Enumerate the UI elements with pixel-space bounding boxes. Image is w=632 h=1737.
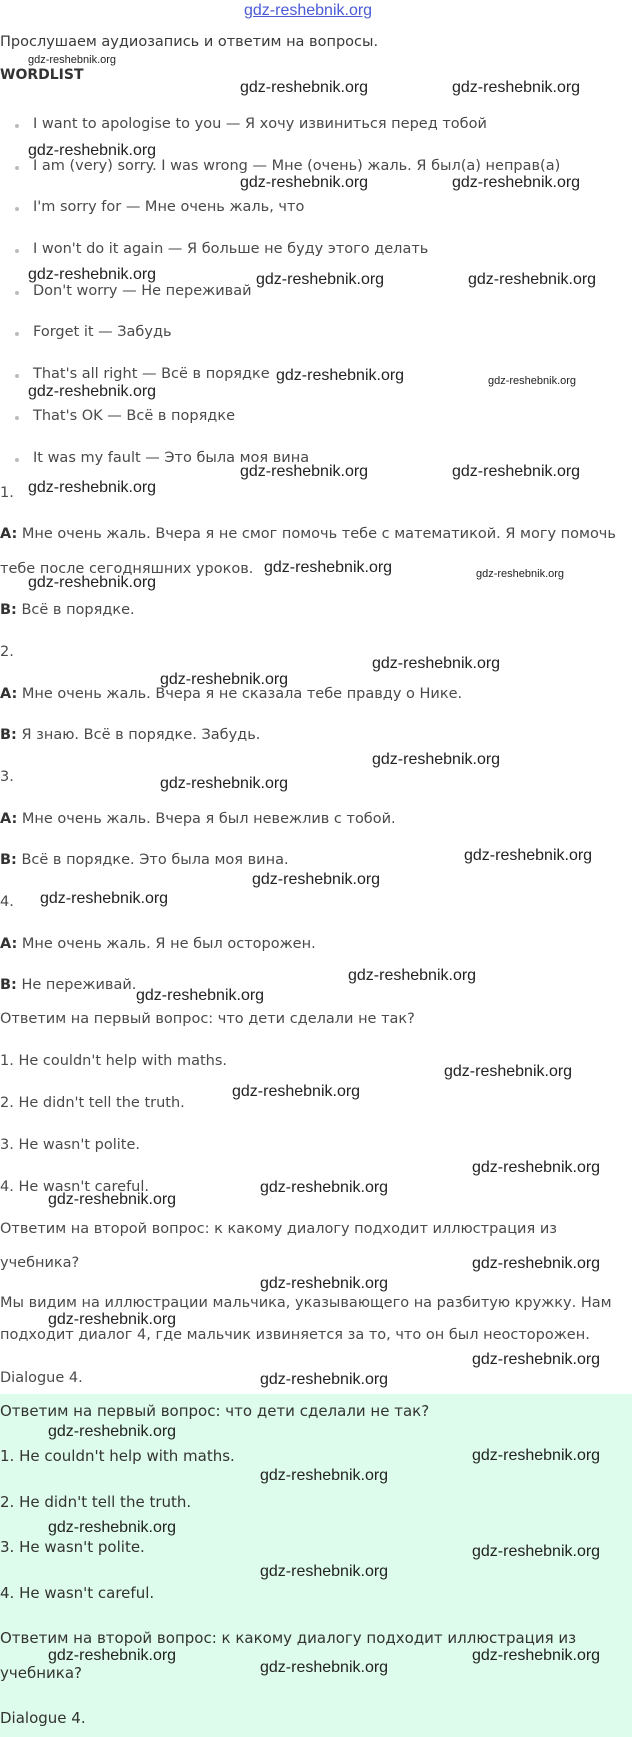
intro-text: Прослушаем аудиозапись и ответим на вопросы. xyxy=(0,34,379,50)
speaker-label: B: xyxy=(0,852,17,868)
wordlist-title: WORDLIST xyxy=(0,67,84,83)
summary-answer: 1. He couldn't help with maths. xyxy=(0,1447,235,1465)
wordlist-item: I won't do it again — Я больше не буду этого делать xyxy=(33,241,429,257)
wordlist-item: That's all right — Всё в порядке xyxy=(33,366,270,382)
watermark: gdz-reshebnik.org xyxy=(48,1191,177,1208)
watermark: gdz-reshebnik.org xyxy=(260,1371,389,1388)
wordlist-item: Forget it — Забудь xyxy=(33,324,172,340)
watermark: gdz-reshebnik.org xyxy=(40,890,169,907)
watermark: gdz-reshebnik.org xyxy=(260,1467,389,1484)
watermark: gdz-reshebnik.org xyxy=(48,1423,177,1440)
dialogue-text: Мне очень жаль. Я не был осторожен. xyxy=(21,936,316,952)
answer-item: 2. He didn't tell the truth. xyxy=(0,1095,185,1111)
watermark: gdz-reshebnik.org xyxy=(452,79,581,96)
wordlist-item: I want to apologise to you — Я хочу извиниться перед тобой xyxy=(33,116,487,132)
bullet-icon xyxy=(15,249,19,253)
watermark: gdz-reshebnik.org xyxy=(444,1063,573,1080)
answer-item: 1. He couldn't help with maths. xyxy=(0,1053,227,1069)
wordlist-item: That's OK — Всё в порядке xyxy=(33,408,235,424)
site-link[interactable]: gdz-reshebnik.org xyxy=(244,2,373,19)
watermark: gdz-reshebnik.org xyxy=(28,54,117,66)
watermark: gdz-reshebnik.org xyxy=(256,271,385,288)
speaker-label: B: xyxy=(0,727,17,743)
watermark: gdz-reshebnik.org xyxy=(28,479,157,496)
summary-question-1: Ответим на первый вопрос: что дети сделали не так? xyxy=(0,1402,430,1420)
speaker-label: A: xyxy=(0,686,18,702)
dialogue-line-a xyxy=(0,935,316,953)
dialogue-line-b xyxy=(0,976,136,994)
summary-answer: 2. He didn't tell the truth. xyxy=(0,1493,192,1511)
summary-question-2-cont: учебника? xyxy=(0,1664,82,1682)
watermark: gdz-reshebnik.org xyxy=(160,671,289,688)
question-1: Ответим на первый вопрос: что дети сделали не так? xyxy=(0,1011,415,1027)
dialogue-text: Не переживай. xyxy=(21,977,137,993)
summary-answer: 4. He wasn't careful. xyxy=(0,1584,155,1602)
bullet-icon xyxy=(15,332,19,336)
dialogue-line-a xyxy=(0,810,396,828)
dialogue-line-a xyxy=(0,525,616,543)
wordlist-item: I am (very) sorry. I was wrong — Мне (очень) жаль. Я был(а) неправ(а) xyxy=(33,158,561,174)
watermark: gdz-reshebnik.org xyxy=(468,271,597,288)
watermark: gdz-reshebnik.org xyxy=(264,559,393,576)
watermark: gdz-reshebnik.org xyxy=(260,1275,389,1292)
dialogue-text-cont: тебе после сегодняшних уроков. xyxy=(0,561,254,577)
answer-item: 3. He wasn't polite. xyxy=(0,1137,140,1153)
watermark: gdz-reshebnik.org xyxy=(48,1647,177,1664)
dialogue-text: Я знаю. Всё в порядке. Забудь. xyxy=(21,727,261,743)
watermark: gdz-reshebnik.org xyxy=(240,463,369,480)
watermark: gdz-reshebnik.org xyxy=(488,375,577,387)
wordlist-item: Don't worry — Не переживай xyxy=(33,283,252,299)
watermark: gdz-reshebnik.org xyxy=(28,383,157,400)
watermark: gdz-reshebnik.org xyxy=(452,463,581,480)
dialogue-number: 2. xyxy=(0,644,14,660)
bullet-icon xyxy=(15,207,19,211)
watermark: gdz-reshebnik.org xyxy=(472,1255,601,1272)
bullet-icon xyxy=(15,416,19,420)
bullet-icon xyxy=(15,458,19,462)
watermark: gdz-reshebnik.org xyxy=(136,987,265,1004)
watermark: gdz-reshebnik.org xyxy=(232,1083,361,1100)
watermark: gdz-reshebnik.org xyxy=(260,1563,389,1580)
wordlist-item: It was my fault — Это была моя вина xyxy=(33,450,310,466)
dialogue-text: Мне очень жаль. Вчера я не сказала тебе правду о Нике. xyxy=(21,686,463,702)
dialogue-number: 4. xyxy=(0,894,14,910)
watermark: gdz-reshebnik.org xyxy=(472,1447,601,1464)
watermark: gdz-reshebnik.org xyxy=(464,847,593,864)
watermark: gdz-reshebnik.org xyxy=(260,1179,389,1196)
dialogue-text: Всё в порядке. xyxy=(21,602,135,618)
watermark: gdz-reshebnik.org xyxy=(28,574,157,591)
dialogue-line-b xyxy=(0,726,260,744)
watermark: gdz-reshebnik.org xyxy=(260,1659,389,1676)
bullet-icon xyxy=(15,124,19,128)
summary-dialogue-answer: Dialogue 4. xyxy=(0,1709,86,1727)
speaker-label: B: xyxy=(0,977,17,993)
dialogue-text: Всё в порядке. Это была моя вина. xyxy=(21,852,289,868)
speaker-label: B: xyxy=(0,602,17,618)
watermark: gdz-reshebnik.org xyxy=(472,1543,601,1560)
dialogue-number: 1. xyxy=(0,485,14,501)
dialogue-line-b xyxy=(0,601,135,619)
answer-item: 4. He wasn't careful. xyxy=(0,1179,150,1195)
dialogue-text: Мне очень жаль. Вчера я не смог помочь тебе с математикой. Я могу помочь xyxy=(21,526,616,542)
wordlist-item: I'm sorry for — Мне очень жаль, что xyxy=(33,199,305,215)
watermark: gdz-reshebnik.org xyxy=(48,1519,177,1536)
watermark: gdz-reshebnik.org xyxy=(372,751,501,768)
watermark: gdz-reshebnik.org xyxy=(48,1311,177,1328)
dialogue-answer: Dialogue 4. xyxy=(0,1370,83,1386)
bullet-icon xyxy=(15,166,19,170)
watermark: gdz-reshebnik.org xyxy=(252,871,381,888)
dialogue-number: 3. xyxy=(0,769,14,785)
explanation: Мы видим на иллюстрации мальчика, указывающего на разбитую кружку. Нам xyxy=(0,1295,612,1311)
explanation-cont: подходит диалог 4, где мальчик извиняется за то, что он был неосторожен. xyxy=(0,1327,590,1343)
watermark: gdz-reshebnik.org xyxy=(240,174,369,191)
summary-question-2: Ответим на второй вопрос: к какому диалогу подходит иллюстрация из xyxy=(0,1629,577,1647)
watermark: gdz-reshebnik.org xyxy=(476,568,565,580)
speaker-label: A: xyxy=(0,936,18,952)
question-2: Ответим на второй вопрос: к какому диалогу подходит иллюстрация из xyxy=(0,1221,557,1237)
watermark: gdz-reshebnik.org xyxy=(28,266,157,283)
watermark: gdz-reshebnik.org xyxy=(472,1159,601,1176)
question-2-cont: учебника? xyxy=(0,1255,80,1271)
watermark: gdz-reshebnik.org xyxy=(472,1351,601,1368)
watermark: gdz-reshebnik.org xyxy=(472,1647,601,1664)
dialogue-line-b xyxy=(0,851,289,869)
bullet-icon xyxy=(15,374,19,378)
watermark: gdz-reshebnik.org xyxy=(240,79,369,96)
summary-answer: 3. He wasn't polite. xyxy=(0,1538,145,1556)
watermark: gdz-reshebnik.org xyxy=(348,967,477,984)
watermark: gdz-reshebnik.org xyxy=(160,775,289,792)
watermark: gdz-reshebnik.org xyxy=(372,655,501,672)
watermark: gdz-reshebnik.org xyxy=(452,174,581,191)
speaker-label: A: xyxy=(0,811,18,827)
speaker-label: A: xyxy=(0,526,18,542)
dialogue-text: Мне очень жаль. Вчера я был невежлив с тобой. xyxy=(21,811,396,827)
bullet-icon xyxy=(15,291,19,295)
watermark: gdz-reshebnik.org xyxy=(276,367,405,384)
watermark: gdz-reshebnik.org xyxy=(28,142,157,159)
